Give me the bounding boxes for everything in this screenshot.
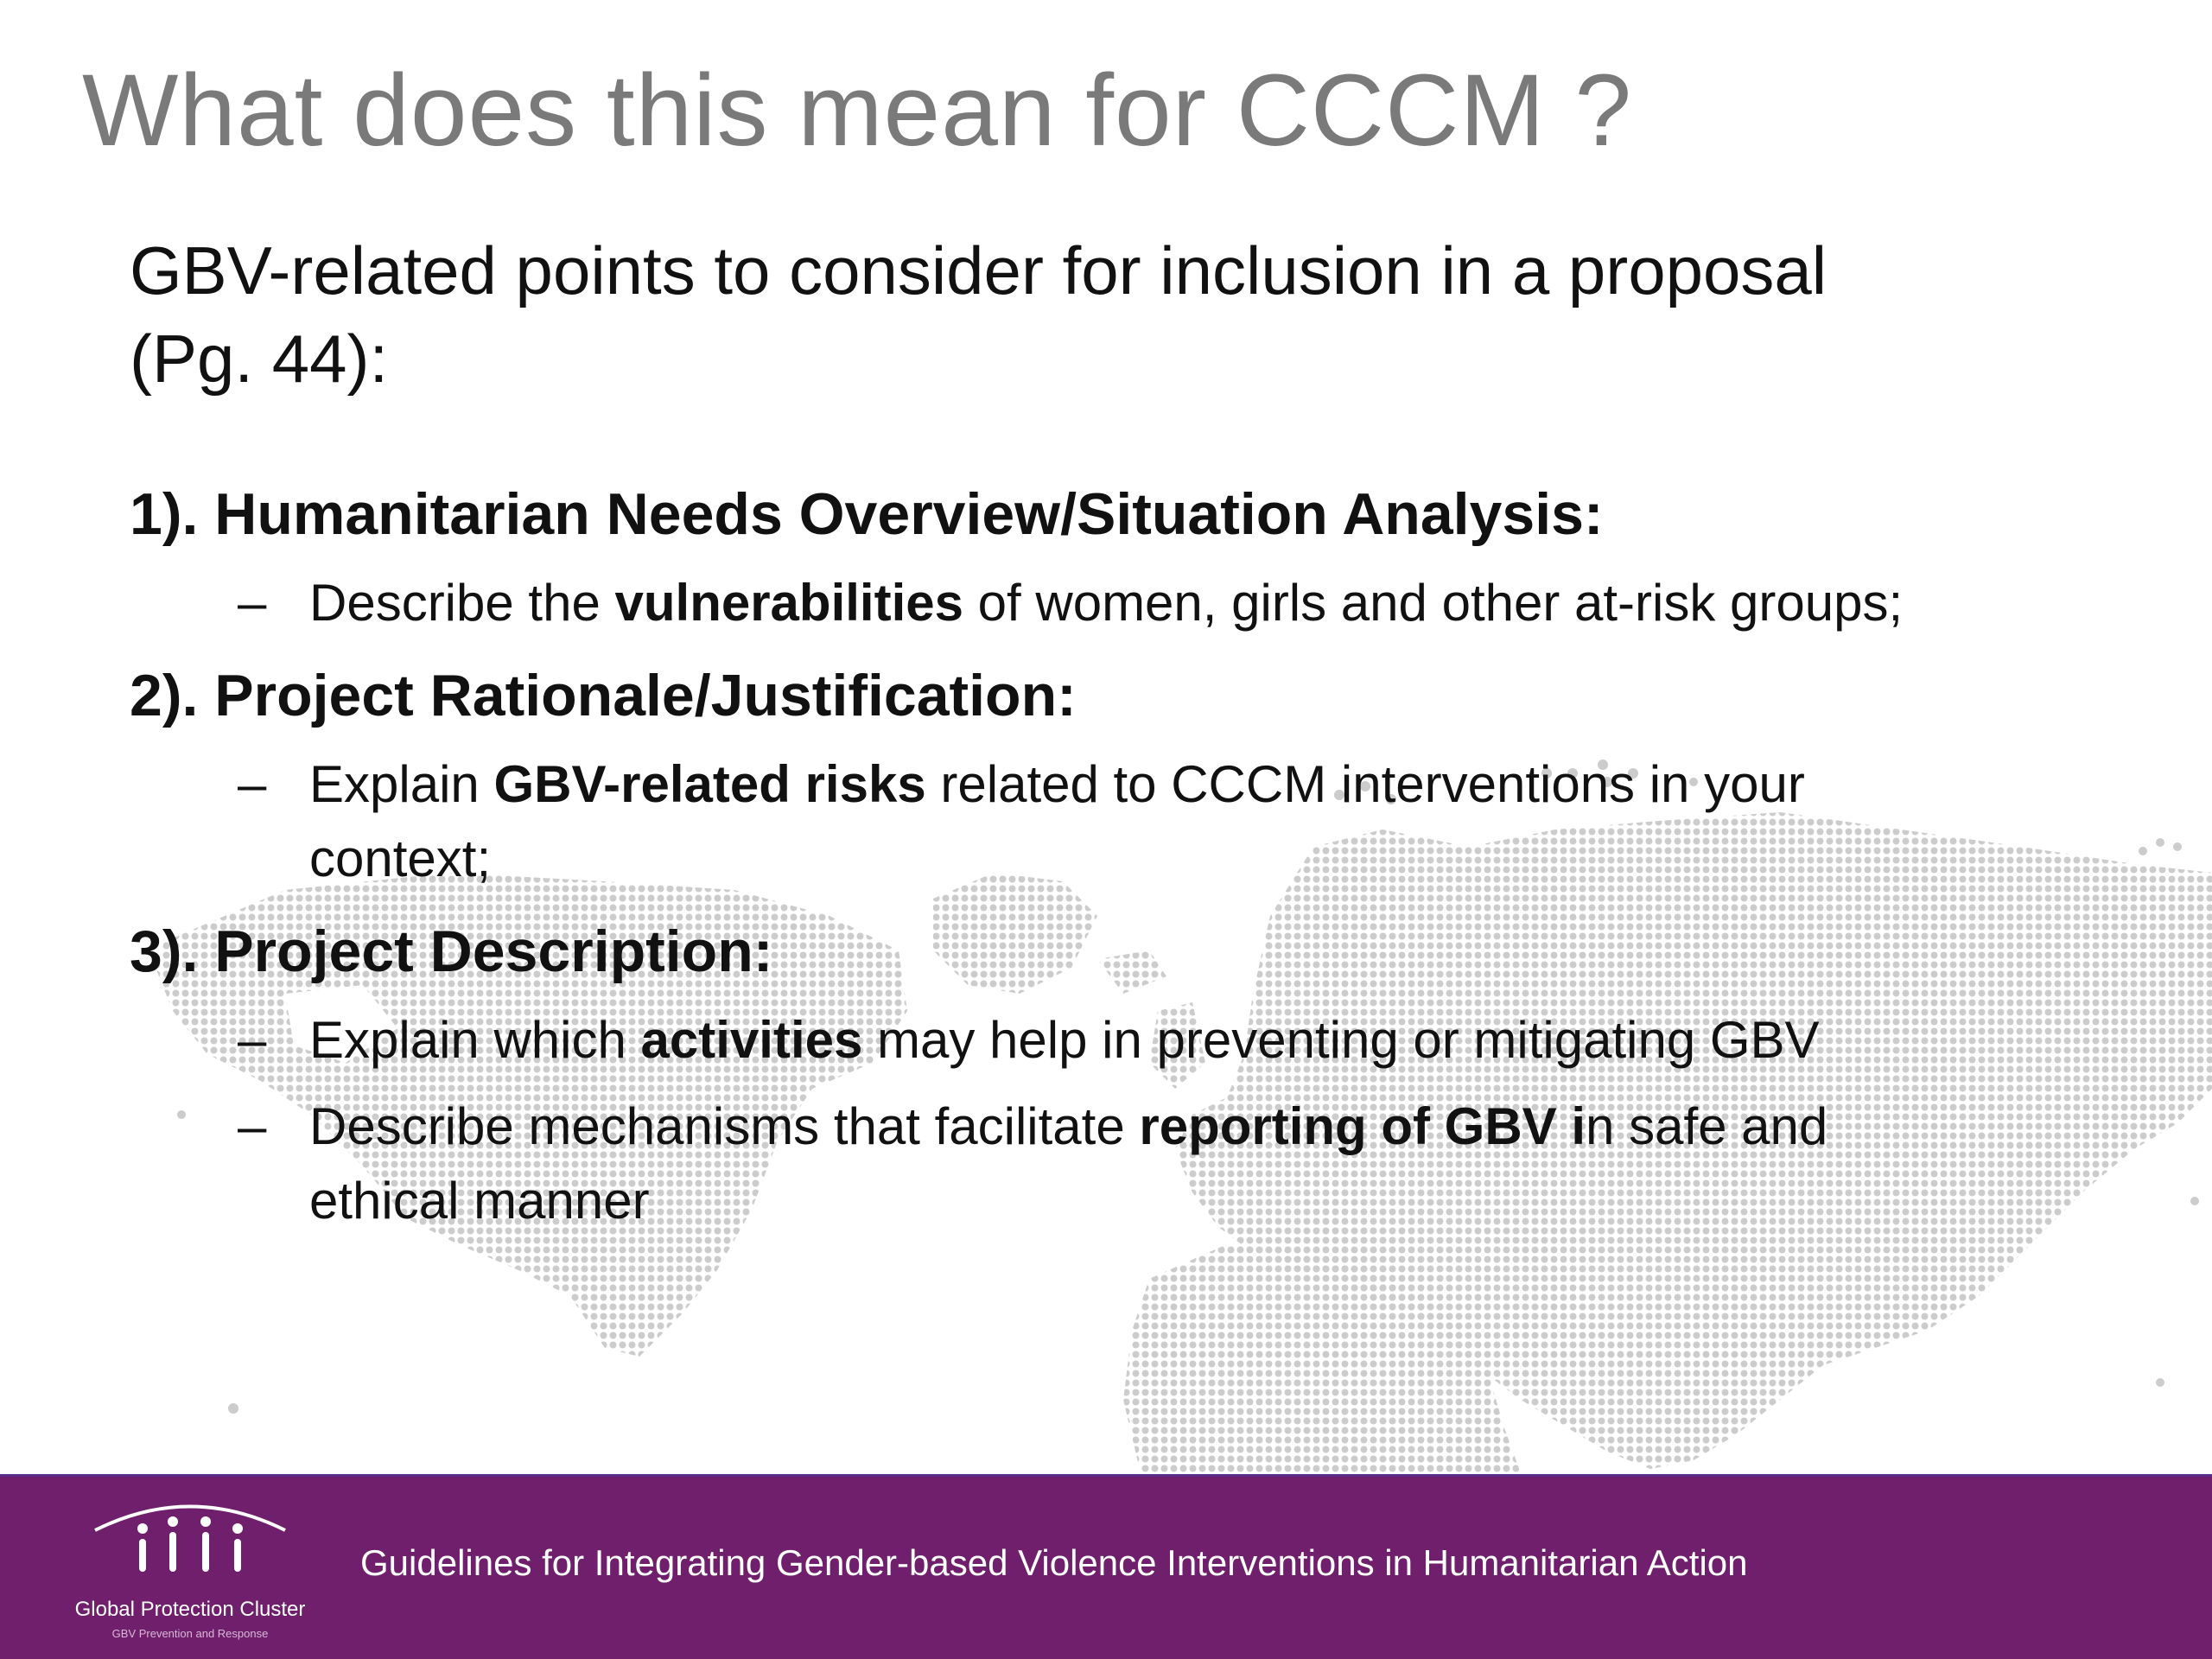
bullet-bold-text: activities xyxy=(640,1011,863,1069)
bullet-text: Describe the xyxy=(309,574,615,632)
global-protection-cluster-logo xyxy=(60,1496,320,1651)
intro-text: GBV-related points to consider for inclusion in a proposal (Pg. 44): xyxy=(130,232,1827,397)
bullet-text: Explain xyxy=(309,755,494,813)
section-heading-3: 3). Project Description: xyxy=(130,918,773,984)
bullet-item xyxy=(130,566,1961,640)
bullet-item xyxy=(130,1003,1961,1077)
bullet-dash: – xyxy=(238,574,267,632)
logo-people-icon xyxy=(86,1496,294,1578)
bullet-bold-text: GBV-related risks xyxy=(493,755,926,813)
bullet-text: of women, girls and other at-risk groups; xyxy=(963,574,1904,632)
bullet-dash: – xyxy=(238,1097,267,1155)
bullet-bold-text: vulnerabilities xyxy=(614,574,963,632)
section-heading-2: 2). Project Rationale/Justification: xyxy=(130,663,1077,728)
bullet-text: Explain which xyxy=(309,1011,641,1069)
bullet-text: may help in preventing or mitigating GBV xyxy=(862,1011,1820,1069)
section-heading-1: 1). Humanitarian Needs Overview/Situation Analysis: xyxy=(130,481,1604,547)
bullet-bold-text: reporting of GBV i xyxy=(1139,1097,1586,1155)
bullet-item xyxy=(130,747,1961,896)
bullet-text: related to CCCM interventions in your context; xyxy=(309,755,1805,887)
footer-text: Guidelines for Integrating Gender-based Violence Interventions in Humanitarian Action xyxy=(360,1542,1748,1583)
footer-bar xyxy=(0,1474,2212,1659)
slide-title: What does this mean for CCCM ? xyxy=(82,54,1633,168)
logo-subtitle: GBV Prevention and Response xyxy=(111,1627,269,1640)
bullet-item xyxy=(130,1090,1961,1238)
logo-title: Global Protection Cluster xyxy=(74,1598,306,1621)
bullet-text: Describe mechanisms that facilitate xyxy=(309,1097,1140,1155)
bullet-dash: – xyxy=(238,1011,267,1069)
bullet-dash: – xyxy=(238,755,267,813)
content-list xyxy=(130,471,1961,1250)
bullet-text: n safe and ethical manner xyxy=(309,1097,1828,1230)
